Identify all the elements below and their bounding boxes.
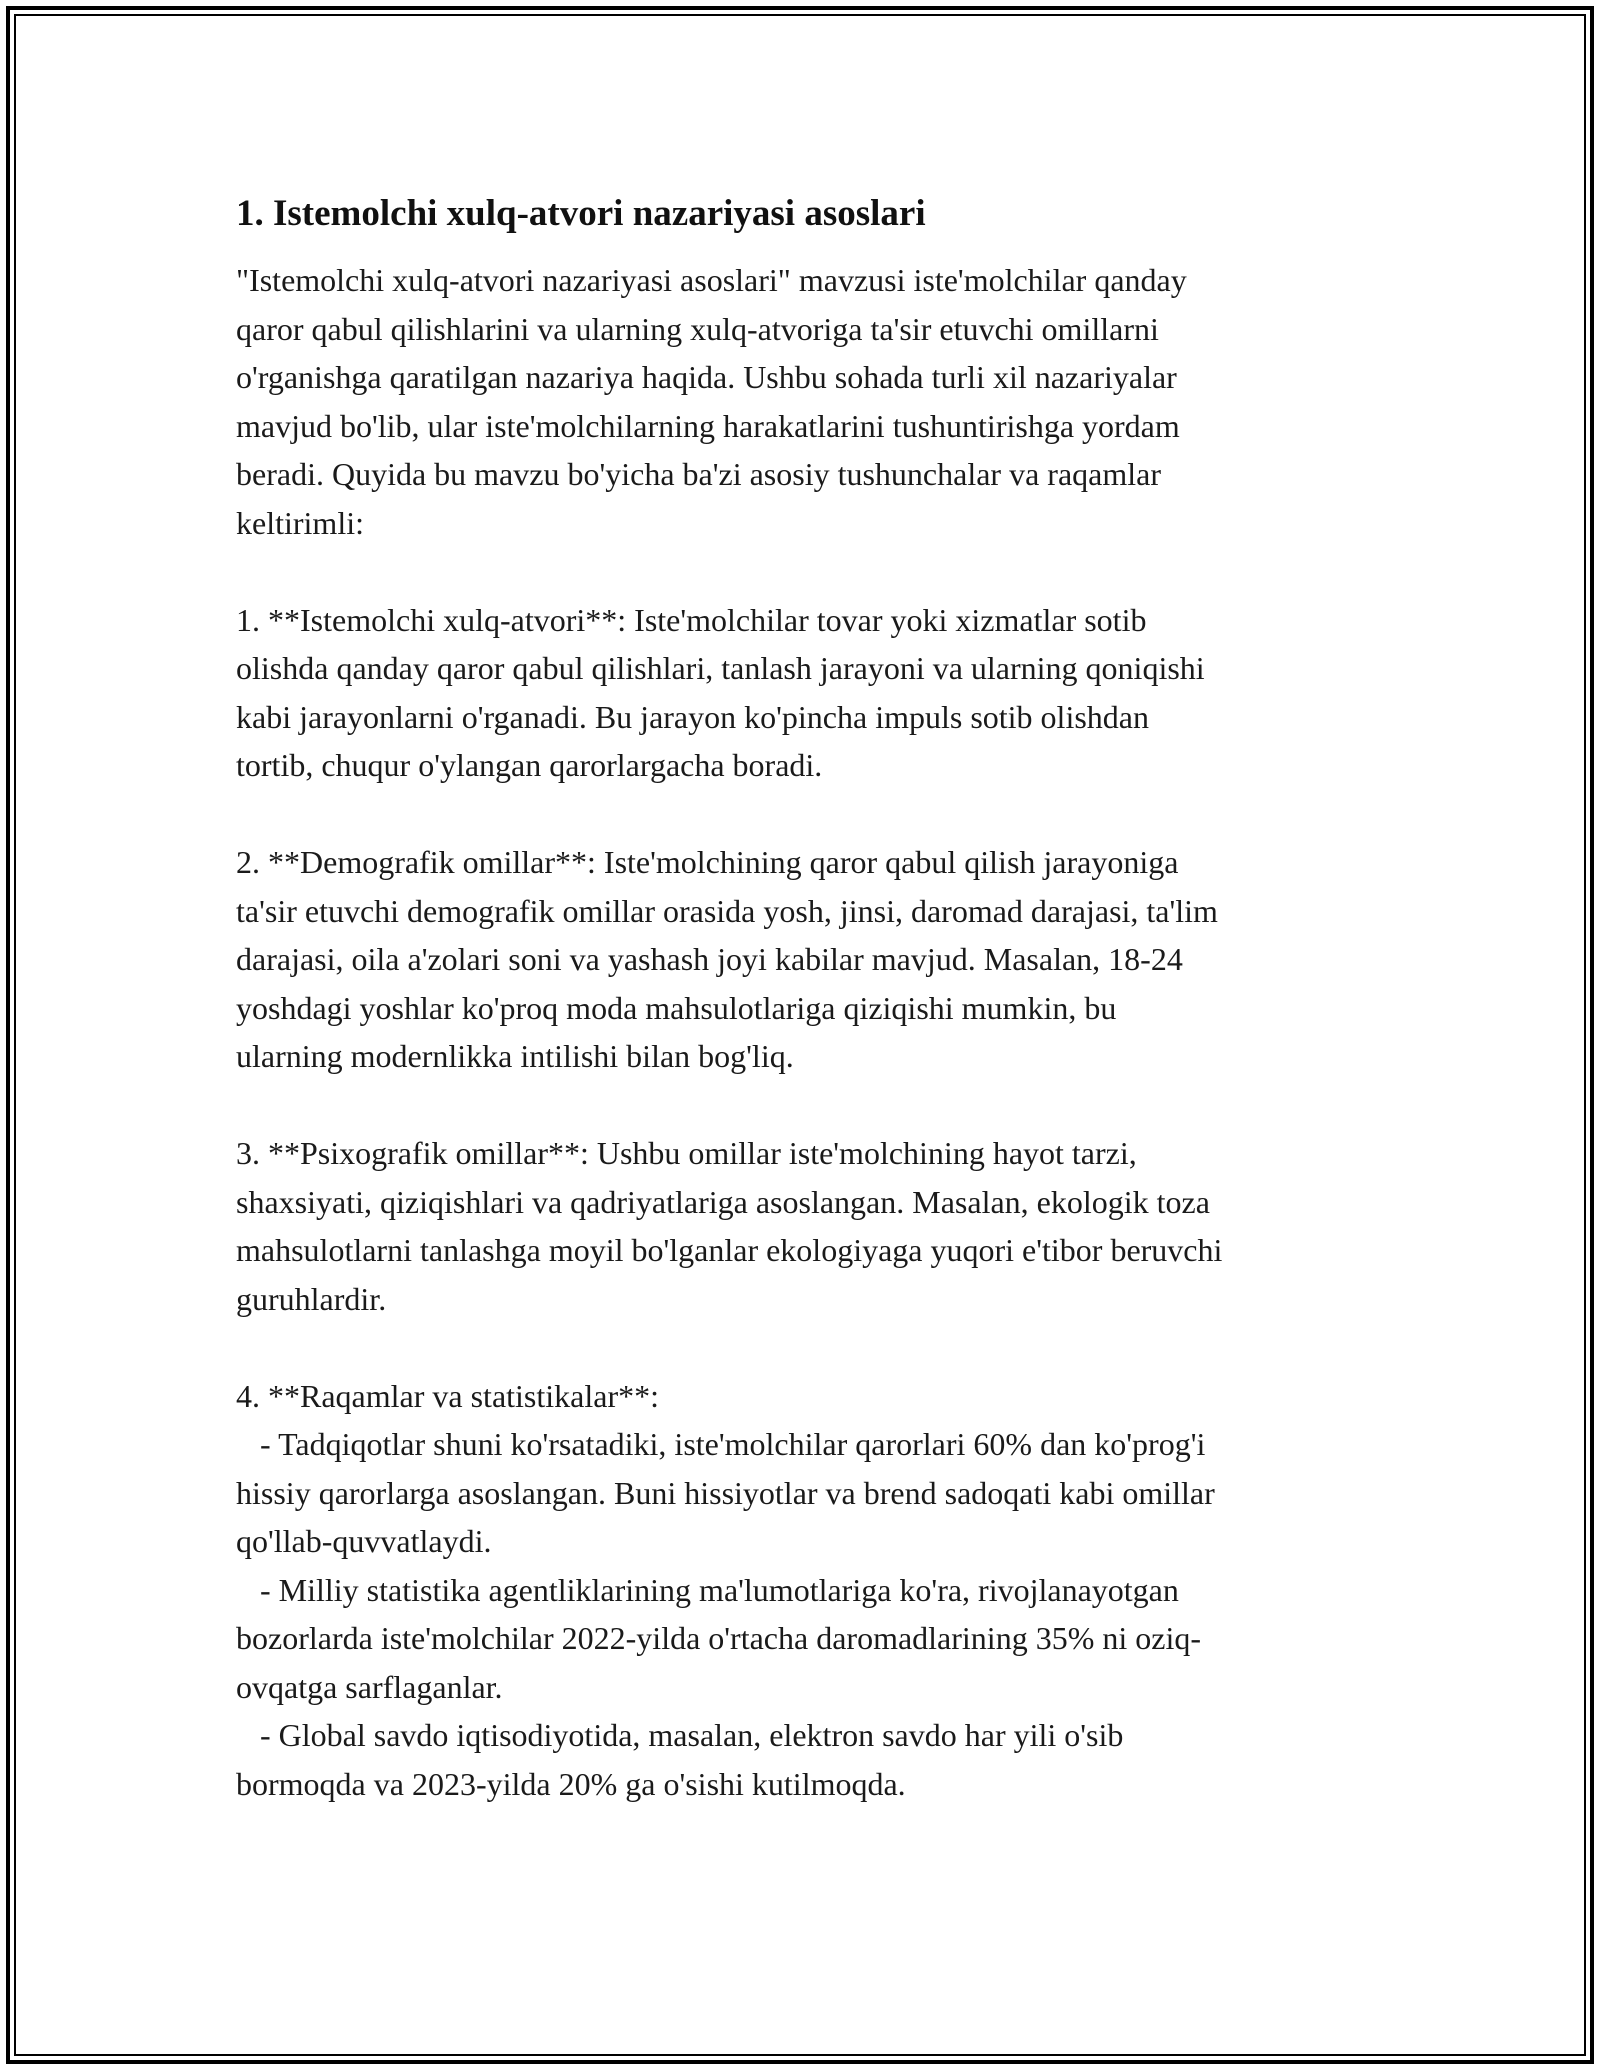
document-body: "Istemolchi xulq-atvori nazariyasi asoslari" mavzusi iste'molchilar qanday qaror qabul qilishlarini va ularning xulq-atvoriga ta'sir etuvchi omillarni o'rganishga qaratilgan nazariya haqida. Ushbu sohada turli xil nazariyalar mavjud bo'lib, ular iste'molchilarning harakatlarini tushuntirishga yordam beradi. Quyida bu mavzu bo'yicha ba'zi asosiy tushunchalar va raqamlar keltirimli: 1. **Istemolchi xulq-atvori**: Iste'molchilar tovar yoki xizmatlar sotib olishda qanday qaror qabul qilishlari, tanlash jarayoni va ularning qoniqishi kabi jarayonlarni o'rganadi. Bu jarayon ko'pincha impuls sotib olishdan tortib, chuqur o'ylangan qarorlargacha boradi. 2. **Demografik omillar**: Iste'molchining qaror qabul qilish jarayoniga ta'sir etuvchi demografik omillar orasida yosh, jinsi, daromad darajasi, ta'lim darajasi, oila a'zolari soni va yashash joyi kabilar mavjud. Masalan, 18-24 yoshdagi yoshlar ko'proq moda mahsulotlariga qiziqishi mumkin, bu ularning modernlikka intilishi bilan bog'liq. 3. **Psixografik omillar**: Ushbu omillar iste'molchining hayot tarzi, shaxsiyati, qiziqishlari va qadriyatlariga asoslangan. Masalan, ekologik toza mahsulotlarni tanlashga moyil bo'lganlar ekologiyaga yuqori e'tibor beruvchi guruhlardir. 4. **Raqamlar va statistikalar**: - Tadqiqotlar shuni ko'rsatadiki, iste'molchilar qarorlari 60% dan ko'prog'i hissiy qarorlarga asoslangan. Buni hissiyotlar va brend sadoqati kabi omillar qo'llab-quvvatlaydi. - Milliy statistika agentliklarining ma'lumotlariga ko'ra, rivojlanayotgan bozorlarda iste'molchilar 2022-yilda o'rtacha daromadlarining 35% ni oziq- ovqatga sarflaganlar. - Global savdo iqtisodiyotida, masalan, elektron savdo har yili o'sib bormoqda va 2023-yilda 20% ga o'sishi kutilmoqda. xyxy=(236,262,1223,1802)
document-content xyxy=(236,186,1376,1808)
document-title: 1. Istemolchi xulq-atvori nazariyasi asoslari xyxy=(236,193,926,234)
